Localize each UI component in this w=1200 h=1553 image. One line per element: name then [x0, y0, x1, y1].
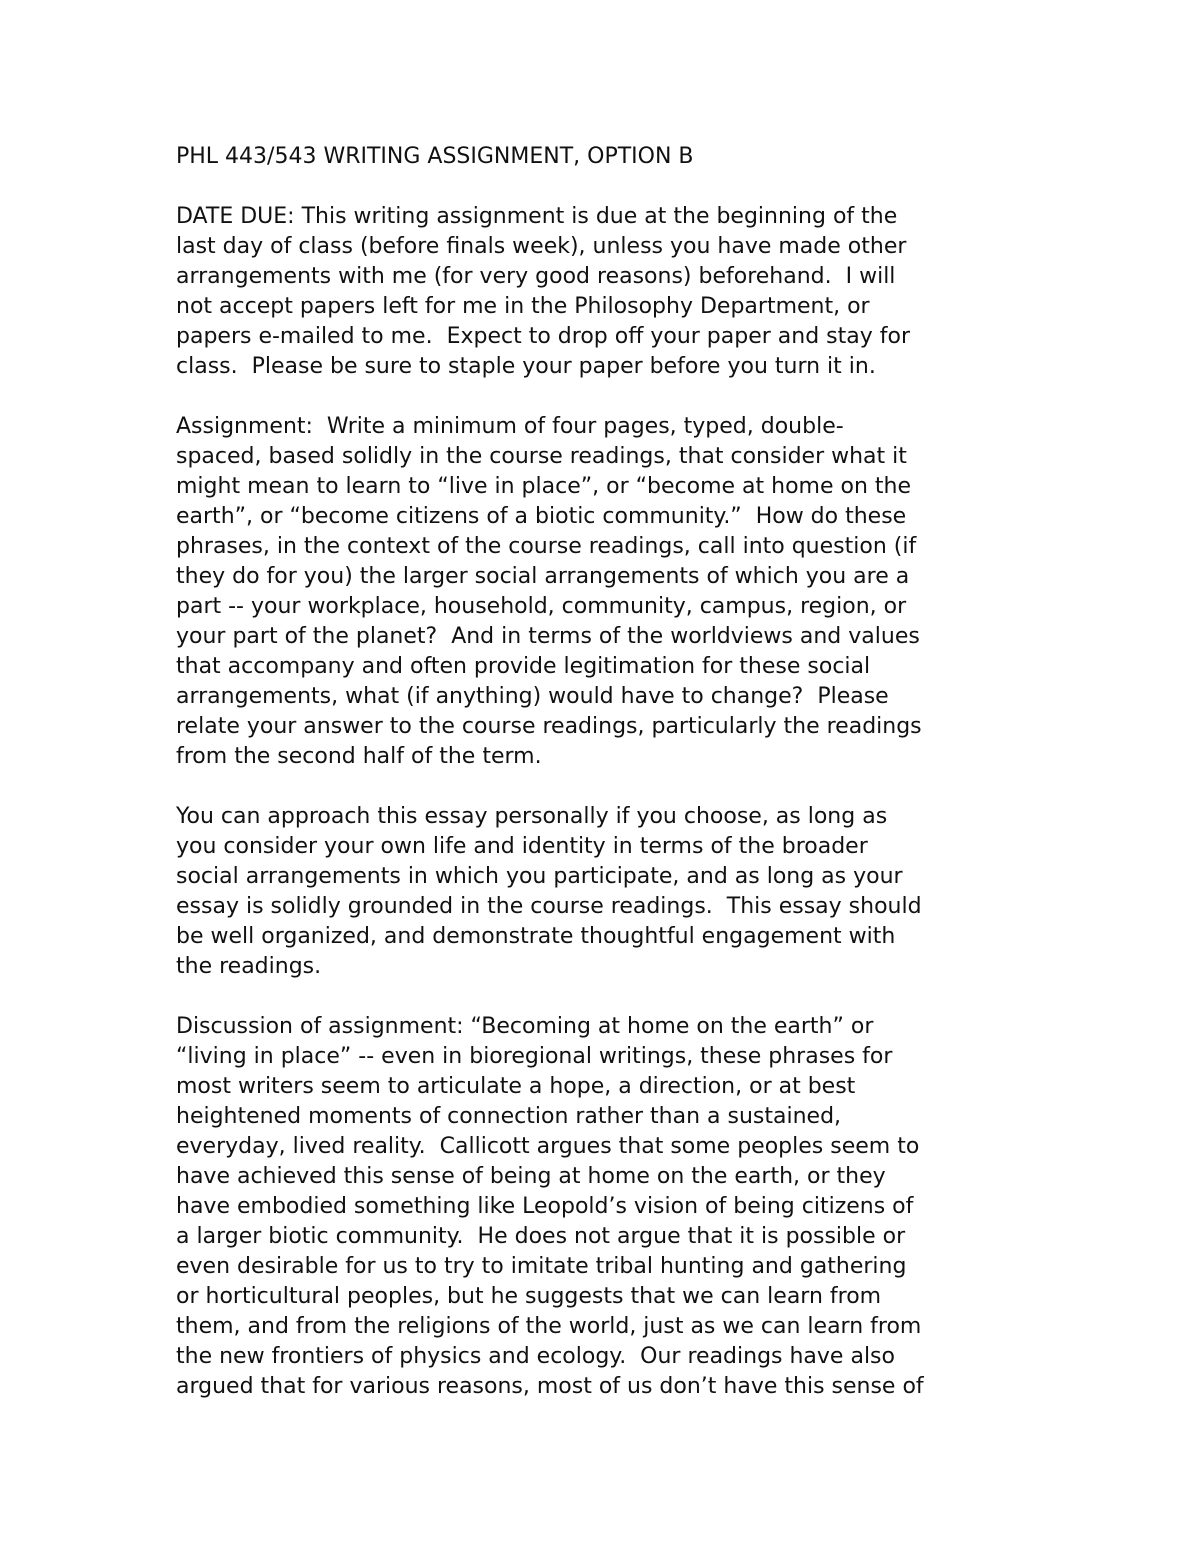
text-line: phrases, in the context of the course readings, call into question (if	[176, 534, 917, 559]
text-line: have achieved this sense of being at home on the earth, or they	[176, 1164, 886, 1189]
text-line: from the second half of the term.	[176, 744, 542, 769]
text-line: social arrangements in which you participate, and as long as your	[176, 864, 903, 889]
paragraph-assignment	[176, 412, 1036, 772]
paragraph-date-due	[176, 202, 1036, 382]
text-line: might mean to learn to “live in place”, or “become at home on the	[176, 474, 912, 499]
text-line: they do for you) the larger social arrangements of which you are a	[176, 564, 910, 589]
text-line: heightened moments of connection rather than a sustained,	[176, 1104, 842, 1129]
text-line: earth”, or “become citizens of a biotic community.” How do these	[176, 504, 907, 529]
text-line: argued that for various reasons, most of us don’t have this sense of	[176, 1374, 924, 1399]
text-line: “living in place” -- even in bioregional writings, these phrases for	[176, 1044, 893, 1069]
text-line: even desirable for us to try to imitate tribal hunting and gathering	[176, 1254, 907, 1279]
text-line: you consider your own life and identity in terms of the broader	[176, 834, 868, 859]
text-line: Discussion of assignment: “Becoming at home on the earth” or	[176, 1014, 874, 1039]
paragraph-gap	[176, 982, 1036, 1012]
text-line: relate your answer to the course readings, particularly the readings	[176, 714, 922, 739]
text-line: Assignment: Write a minimum of four pages, typed, double-	[176, 414, 844, 439]
text-line: You can approach this essay personally if you choose, as long as	[176, 804, 888, 829]
text-line: DATE DUE: This writing assignment is due at the beginning of the	[176, 204, 898, 229]
text-line: not accept papers left for me in the Philosophy Department, or	[176, 294, 870, 319]
text-line: or horticultural peoples, but he suggests that we can learn from	[176, 1284, 882, 1309]
text-line: spaced, based solidly in the course readings, that consider what it	[176, 444, 907, 469]
text-line: arrangements with me (for very good reasons) beforehand. I will	[176, 264, 896, 289]
document-body	[176, 142, 1036, 1402]
paragraph-discussion	[176, 1012, 1036, 1402]
text-line: essay is solidly grounded in the course readings. This essay should	[176, 894, 922, 919]
text-line: papers e-mailed to me. Expect to drop off your paper and stay for	[176, 324, 911, 349]
text-line: that accompany and often provide legitimation for these social	[176, 654, 871, 679]
text-line: the readings.	[176, 954, 322, 979]
paragraph-gap	[176, 772, 1036, 802]
text-line: arrangements, what (if anything) would have to change? Please	[176, 684, 889, 709]
text-line: most writers seem to articulate a hope, a direction, or at best	[176, 1074, 856, 1099]
document-title: PHL 443/543 WRITING ASSIGNMENT, OPTION B	[176, 144, 694, 169]
text-line: have embodied something like Leopold’s vision of being citizens of	[176, 1194, 914, 1219]
paragraph-gap	[176, 172, 1036, 202]
text-line: last day of class (before finals week), unless you have made other	[176, 234, 907, 259]
text-line: them, and from the religions of the world, just as we can learn from	[176, 1314, 922, 1339]
text-line: part -- your workplace, household, community, campus, region, or	[176, 594, 907, 619]
text-line: everyday, lived reality. Callicott argues that some peoples seem to	[176, 1134, 920, 1159]
text-line: a larger biotic community. He does not argue that it is possible or	[176, 1224, 906, 1249]
text-line: the new frontiers of physics and ecology. Our readings have also	[176, 1344, 895, 1369]
paragraph-approach	[176, 802, 1036, 982]
text-line: class. Please be sure to staple your paper before you turn it in.	[176, 354, 876, 379]
text-line: your part of the planet? And in terms of the worldviews and values	[176, 624, 920, 649]
paragraph-gap	[176, 382, 1036, 412]
text-line: be well organized, and demonstrate thoughtful engagement with	[176, 924, 896, 949]
